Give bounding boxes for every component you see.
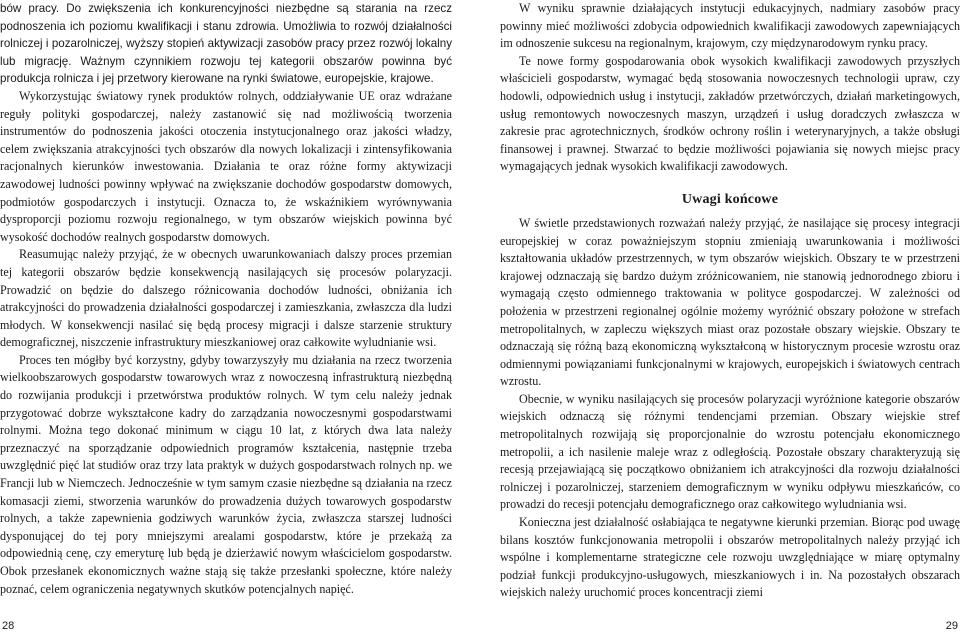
- section-heading: Uwagi końcowe: [681, 191, 779, 207]
- right-paragraph-1: W wyniku sprawnie działających instytucji edukacyjnych, nadmiary zasobów pracy powinny mieć możliwości zdobycia odpowiednich kwalifikacji zawodowych zapewniających im odnoszenie sukcesu na regionalnym, krajowym, czy międzynarodowym rynku pracy.: [500, 1, 960, 51]
- left-page-number: 28: [2, 620, 15, 632]
- left-paragraph-4: Proces ten mógłby być korzystny, gdyby towarzyszyły mu działania na rzecz tworzenia wielkoobszarowych gospodarstw towarowych wraz z nowoczesną infrastrukturą niezbędną do rozwijania produkcji i przetwórstwa produktów rolnych. W tym celu należy jednak przygotować dobrze wykształcone kadry do zarządzania nowoczesnymi gospodarstwami rolnymi. Można tego dokonać minimum w ciągu 10 lat, z których dwa lata należy przeznaczyć na sporządzanie odpowiednich programów kształcenia, następnie trzeba uwzględnić pięć lat studiów oraz trzy lata praktyk w dużych gospodarstwach rolnych np. we Francji lub w Niemczech. Jednocześnie w tym samym czasie niezbędne są działania na rzecz komasacji ziemi, stworzenia warunków do prowadzenia dużych towarowych gospodarstw rolnych, a także zapewnienia godziwych warunków życia, zwłaszcza starszej ludności dysponującej do tej pory mniejszymi arealami gospodarstw, które je przekażą za odpowiednią cenę, czy emeryturę lub będą je dzierżawić nowym właścicielom gospodarstw. Obok przesłanek ekonomicznych ważne stają się także przesłanki społeczne, które należy poznać, celem ograniczenia negatywnych skutków potencjalnych napięć.: [0, 352, 452, 596]
- right-paragraph-5: Konieczna jest działalność osłabiająca te negatywne kierunki przemian. Biorąc pod uwagę bilans kosztów funkcjonowania metropolii i obszarów metropolitalnych należy przyjąć ich wspólne i komplementarne strategiczne cele rozwoju uwzględniające w miarę optymalny podział funkcji produkcyjno-usługowych, mieszkaniowych i in. Na pozostałych obszarach wiejskich należy uruchomić proces koncentracji ziemi: [500, 515, 960, 600]
- left-paragraph-2: Wykorzystując światowy rynek produktów rolnych, oddziaływanie UE oraz wdrażane reguły polityki gospodarczej, należy zastanowić się nad możliwością tworzenia instrumentów do podnoszenia jakości otoczenia instytucjonalnego oraz jakości władzy, celem zwiększania atrakcyjności tych obszarów dla nowych lokalizacji i zintensyfikowania racjonalnych kierunków inwestowania. Działania te oraz różne formy aktywizacji zawodowej ludności powinny wpływać na zwiększanie dochodów gospodarstw domowych, podmiotów gospodarczych i instytucji. Oznacza to, że wskaźnikiem wyrównywania dysproporcji poziomu rozwoju regionalnego, w tym obszarów wiejskich powinna być wysokość dochodów realnych gospodarstw domowych.: [0, 88, 452, 244]
- right-paragraph-2: Te nowe formy gospodarowania obok wysokich kwalifikacji zawodowych przyszłych właścicieli gospodarstw, wymagać będą stosowania nowoczesnych technologii upraw, czy hodowli, odpowiednich usług i instytucji, zakładów przetwórczych, działań marketingowych, usług remontowych nowoczesnych maszyn, urządzeń i usług doradczych zwłaszcza w zakresie prac agrotechnicznych, środków ochrony roślin i weterynaryjnych, a także obsługi finansowej i prawnej. Stwarzać to będzie możliwości pojawiania się nowych miejsc pracy wymagających jednak wysokich kwalifikacji zawodowych.: [500, 53, 960, 174]
- right-page-number: 29: [945, 620, 958, 632]
- right-paragraph-4: Obecnie, w wyniku nasilających się procesów polaryzacji wyróżnione kategorie obszarów wiejskich odznaczą się różnymi tendencjami przemian. Obszary wiejskie stref metropolitalnych rozwijają się proporcjonalnie do wzrostu potencjału ekonomicznego metropolii, a ich nasilenie maleje wraz z odległością. Pozostałe obszary charakteryzują się recesją przejawiającą się początkowo obniżaniem ich atrakcyjności dla rozwoju działalności rolniczej i pozarolniczej, starzeniem demograficznym w wyniku odpływu mieszkańców, co prowadzi do recesji potencjału demograficznego oraz całkowitego wyludniania wsi.: [500, 391, 960, 512]
- left-page-text: [0, 0, 452, 598]
- right-page-text: [500, 0, 960, 602]
- left-paragraph-3: Reasumując należy przyjąć, że w obecnych uwarunkowaniach dalszy proces przemian tej kategorii obszarów będzie konsekwencją nasilających się procesów polaryzacji. Prowadzić on będzie do dalszego różnicowania dochodów ludności, obniżania ich atrakcyjności do prowadzenia działalności gospodarczej i zamieszkania, zwłaszcza dla ludzi młodych. W konsekwencji nasilać się będą procesy migracji i dalsze starzenie struktury demograficznej, niszczenie infrastruktury mieszkaniowej oraz całkowite wyludnianie wsi.: [0, 247, 452, 350]
- left-paragraph-1: bów pracy. Do zwiększenia ich konkurencyjności niezbędne są starania na rzecz podnoszenia ich poziomu kwalifikacji i stanu zdrowia. Umożliwia to rozwój działalności rolniczej i pozarolniczej, wyższy stopień aktywizacji zasobów pracy przez rozwój lokalny lub migrację. Ważnym czynnikiem rozwoju tej kategorii obszarów powinna być produkcja rolnicza i jej przetwory kierowane na rynki światowe, europejskie, krajowe.: [0, 2, 452, 86]
- right-paragraph-3: W świetle przedstawionych rozważań należy przyjąć, że nasilające się procesy integracji europejskiej w coraz poważniejszym stopniu zmieniają uwarunkowania i możliwości kształtowania układów przestrzennych, w tym obszarów wiejskich. Obszary te w przestrzeni krajowej odznaczają się bardzo dużym zróżnicowaniem, nie stanowią jednorodnego zbioru i wymagają często odmiennego traktowania w polityce gospodarczej. W zależności od położenia w przestrzeni regionalnej ogólnie możemy wyróżnić obszary położone w strefach metropolitalnych, w zapleczu większych miast oraz pozostałe obszary wiejskie. Obszary te odznaczają się różną bazą ekonomiczną wykształconą w historycznym procesie wzrostu oraz odmiennymi powiązaniami funkcjonalnymi w krajowych, europejskich i światowych centrach wzrostu.: [500, 215, 960, 389]
